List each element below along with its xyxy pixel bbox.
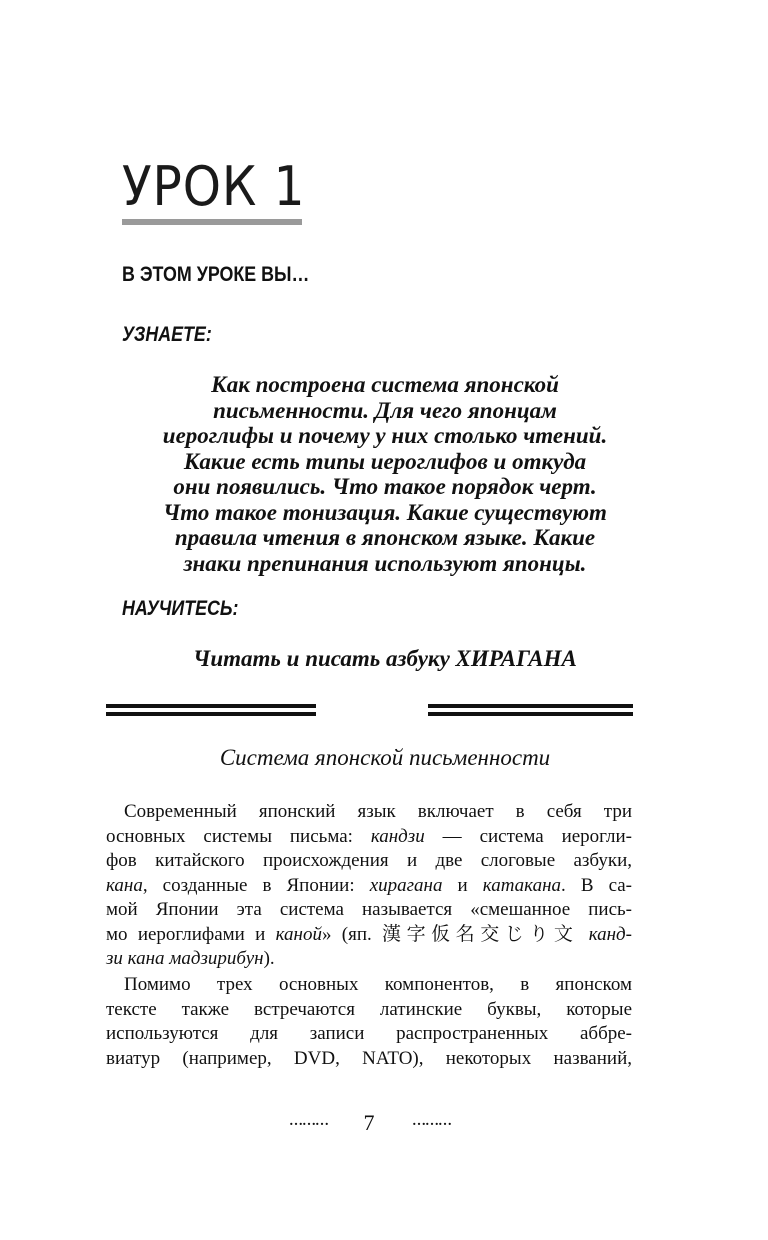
term-kanoi: каной <box>275 923 322 945</box>
intro-heading: В ЭТОМ УРОКЕ ВЫ… <box>122 263 310 286</box>
term-katakana: катакана <box>482 874 562 896</box>
body-line: мой Японии эта система называется «смешанное пись- <box>106 899 632 920</box>
footer-dots-left: ……… <box>289 1114 328 1129</box>
title-underline <box>122 219 302 225</box>
body-line: фов китайского происхождения и две слоговые азбуки, <box>106 850 632 871</box>
text-run: мо иероглифами и <box>106 923 276 945</box>
page-number: 7 <box>363 1110 375 1135</box>
body-line: используются для записи распространенных аббре- <box>106 1023 632 1044</box>
learn-label: УЗНАЕТЕ: <box>122 323 212 346</box>
section-divider-right <box>428 704 633 716</box>
learn-line: правила чтения в японском языке. Какие <box>174 525 596 550</box>
body-line <box>106 923 632 948</box>
footer-dots-right: ……… <box>412 1114 451 1129</box>
divider-rule <box>106 704 316 708</box>
text-run: — система иерогли- <box>424 825 632 847</box>
body-paragraph <box>106 973 632 1071</box>
term-kanji: кандзи <box>370 825 425 847</box>
text-run: и <box>442 874 483 896</box>
learn-line: знаки препинания используют японцы. <box>183 550 587 576</box>
text-run: . В са- <box>561 874 633 896</box>
learn-line: письменности. Для чего японцам <box>213 397 557 423</box>
divider-rule <box>428 704 633 708</box>
term-romaji: канд- <box>588 923 632 945</box>
skills-text: Читать и писать азбуку ХИРАГАНА <box>193 646 577 671</box>
learn-line: Что такое тонизация. Какие существуют <box>163 499 607 525</box>
term-kana: кана <box>106 874 143 896</box>
divider-rule <box>106 712 316 716</box>
learn-line: они появились. Что такое порядок черт. <box>173 474 597 499</box>
text-run: , созданные в Японии: <box>142 874 370 896</box>
body-line <box>106 825 632 850</box>
article-heading: Система японской письменности <box>219 745 551 770</box>
body-line: Помимо трех основных компонентов, в японском <box>124 974 632 995</box>
learn-objectives <box>90 372 680 576</box>
body-line <box>106 874 632 899</box>
text-run: основных системы письма: <box>106 825 371 847</box>
divider-rule <box>428 712 633 716</box>
learn-line: Какие есть типы иероглифов и откуда <box>183 448 587 474</box>
text-run: » (яп. 漢字仮名交じり文 <box>321 923 589 945</box>
body-line: тексте также встречаются латинские буквы, которые <box>106 998 632 1020</box>
body-line: виатур (например, DVD, NATO), некоторых названий, <box>106 1047 632 1069</box>
body-line <box>106 947 632 972</box>
page-footer <box>0 1110 768 1138</box>
term-hiragana: хирагана <box>369 874 443 896</box>
body-line: Современный японский язык включает в себя три <box>124 801 632 822</box>
lesson-title: УРОК 1 <box>122 155 306 218</box>
term-romaji: зи кана мадзирибун <box>106 948 264 969</box>
skills-label: НАУЧИТЕСЬ: <box>122 597 239 620</box>
learn-line: иероглифы и почему у них столько чтений. <box>162 423 608 448</box>
body-paragraph <box>106 800 632 972</box>
section-divider-left <box>106 704 316 716</box>
learn-line: Как построена система японской <box>211 372 559 397</box>
text-run: ). <box>263 948 275 969</box>
